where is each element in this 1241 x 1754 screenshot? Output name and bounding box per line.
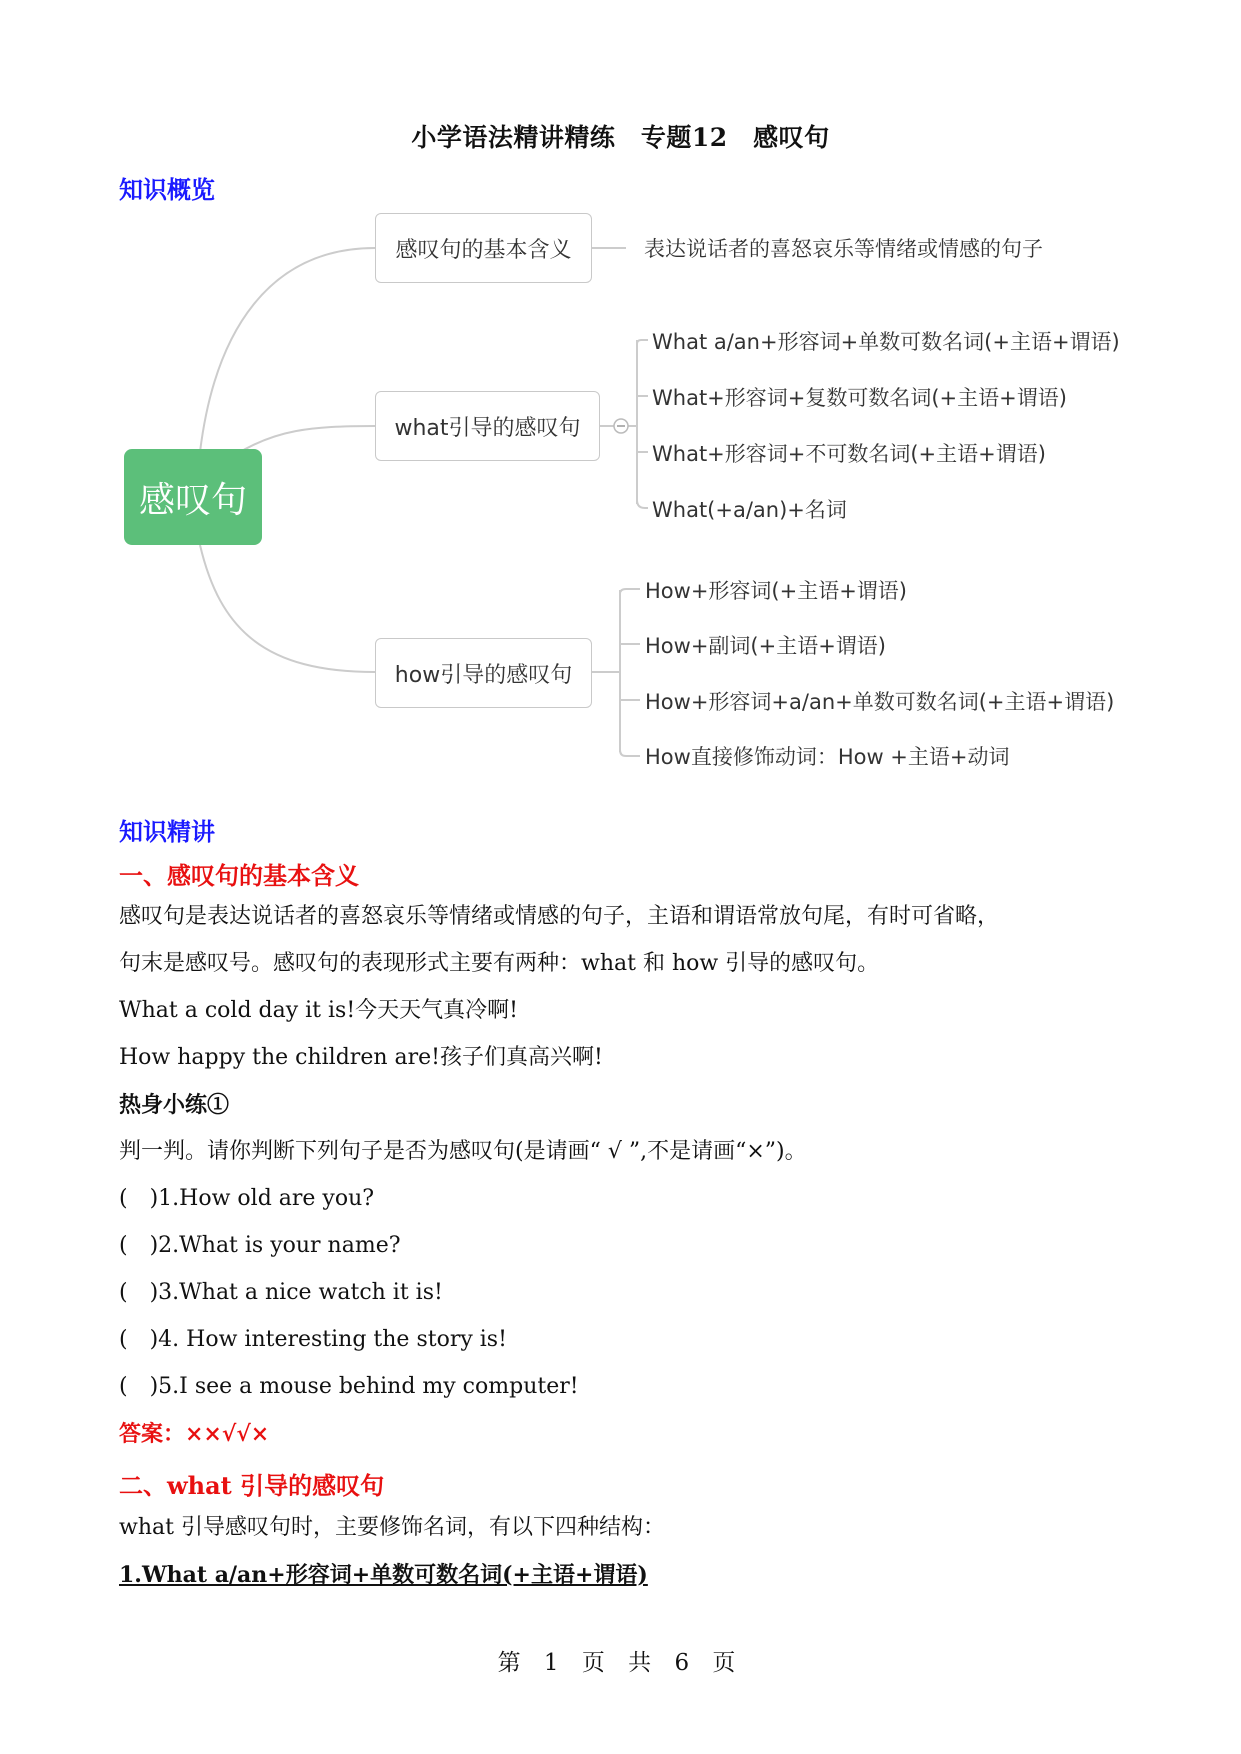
- overview-heading: 知识概览: [119, 175, 215, 204]
- branch-what: what引导的感叹句: [375, 391, 600, 461]
- branch-how: how引导的感叹句: [375, 638, 592, 708]
- connector-root-branch3: [200, 545, 375, 672]
- connector-root-branch1: [200, 248, 375, 452]
- page-title: 小学语法精讲精练 专题12 感叹句: [411, 123, 830, 152]
- leaf-what-1: What a/an+形容词+单数可数名词(+主语+谓语): [652, 330, 1120, 354]
- section1-para2: 句末是感叹号。感叹句的表现形式主要有两种：what 和 how 引导的感叹句。: [119, 951, 880, 976]
- explain-heading: 知识精讲: [119, 817, 215, 846]
- warmup-item-3: ( )3.What a nice watch it is!: [119, 1280, 443, 1305]
- minus-circle-icon[interactable]: [614, 419, 628, 433]
- leaf-how-1: How+形容词(+主语+谓语): [645, 579, 907, 603]
- page-footer: 第 1 页 共 6 页: [497, 1650, 744, 1676]
- section2-intro: what 引导感叹句时，主要修饰名词，有以下四种结构：: [119, 1515, 665, 1540]
- leaf-how-2: How+副词(+主语+谓语): [645, 634, 886, 658]
- leaf-how-3: How+形容词+a/an+单数可数名词(+主语+谓语): [645, 690, 1115, 714]
- warmup-heading: 热身小练①: [119, 1092, 230, 1118]
- mindmap-root: 感叹句: [124, 449, 262, 545]
- warmup-instruction: 判一判。请你判断下列句子是否为感叹句(是请画“ √ ”,不是请画“×”)。: [119, 1139, 807, 1164]
- section1-para1: 感叹句是表达说话者的喜怒哀乐等情绪或情感的句子，主语和谓语常放句尾，有时可省略，: [119, 904, 1000, 929]
- warmup-item-4: ( )4. How interesting the story is!: [119, 1327, 507, 1352]
- warmup-item-5: ( )5.I see a mouse behind my computer!: [119, 1374, 579, 1399]
- warmup-answer: 答案：××√√×: [119, 1421, 270, 1447]
- leaf-what-4: What(+a/an)+名词: [652, 498, 847, 522]
- branch-basic-meaning: 感叹句的基本含义: [375, 213, 592, 283]
- section1-heading: 一、感叹句的基本含义: [119, 861, 359, 890]
- warmup-item-2: ( )2.What is your name?: [119, 1233, 401, 1258]
- leaf-how-4: How直接修饰动词：How +主语+动词: [645, 745, 1010, 769]
- section2-sub1: 1.What a/an+形容词+单数可数名词(+主语+谓语): [119, 1562, 648, 1588]
- leaf-what-3: What+形容词+不可数名词(+主语+谓语): [652, 442, 1046, 466]
- section2-heading: 二、what 引导的感叹句: [119, 1471, 385, 1500]
- section1-example2: How happy the children are!孩子们真高兴啊!: [119, 1045, 603, 1070]
- warmup-item-1: ( )1.How old are you?: [119, 1186, 375, 1211]
- section1-example1: What a cold day it is!今天天气真冷啊!: [119, 998, 519, 1023]
- leaf-basic-meaning: 表达说话者的喜怒哀乐等情绪或情感的句子: [644, 237, 1043, 261]
- leaf-what-2: What+形容词+复数可数名词(+主语+谓语): [652, 386, 1067, 410]
